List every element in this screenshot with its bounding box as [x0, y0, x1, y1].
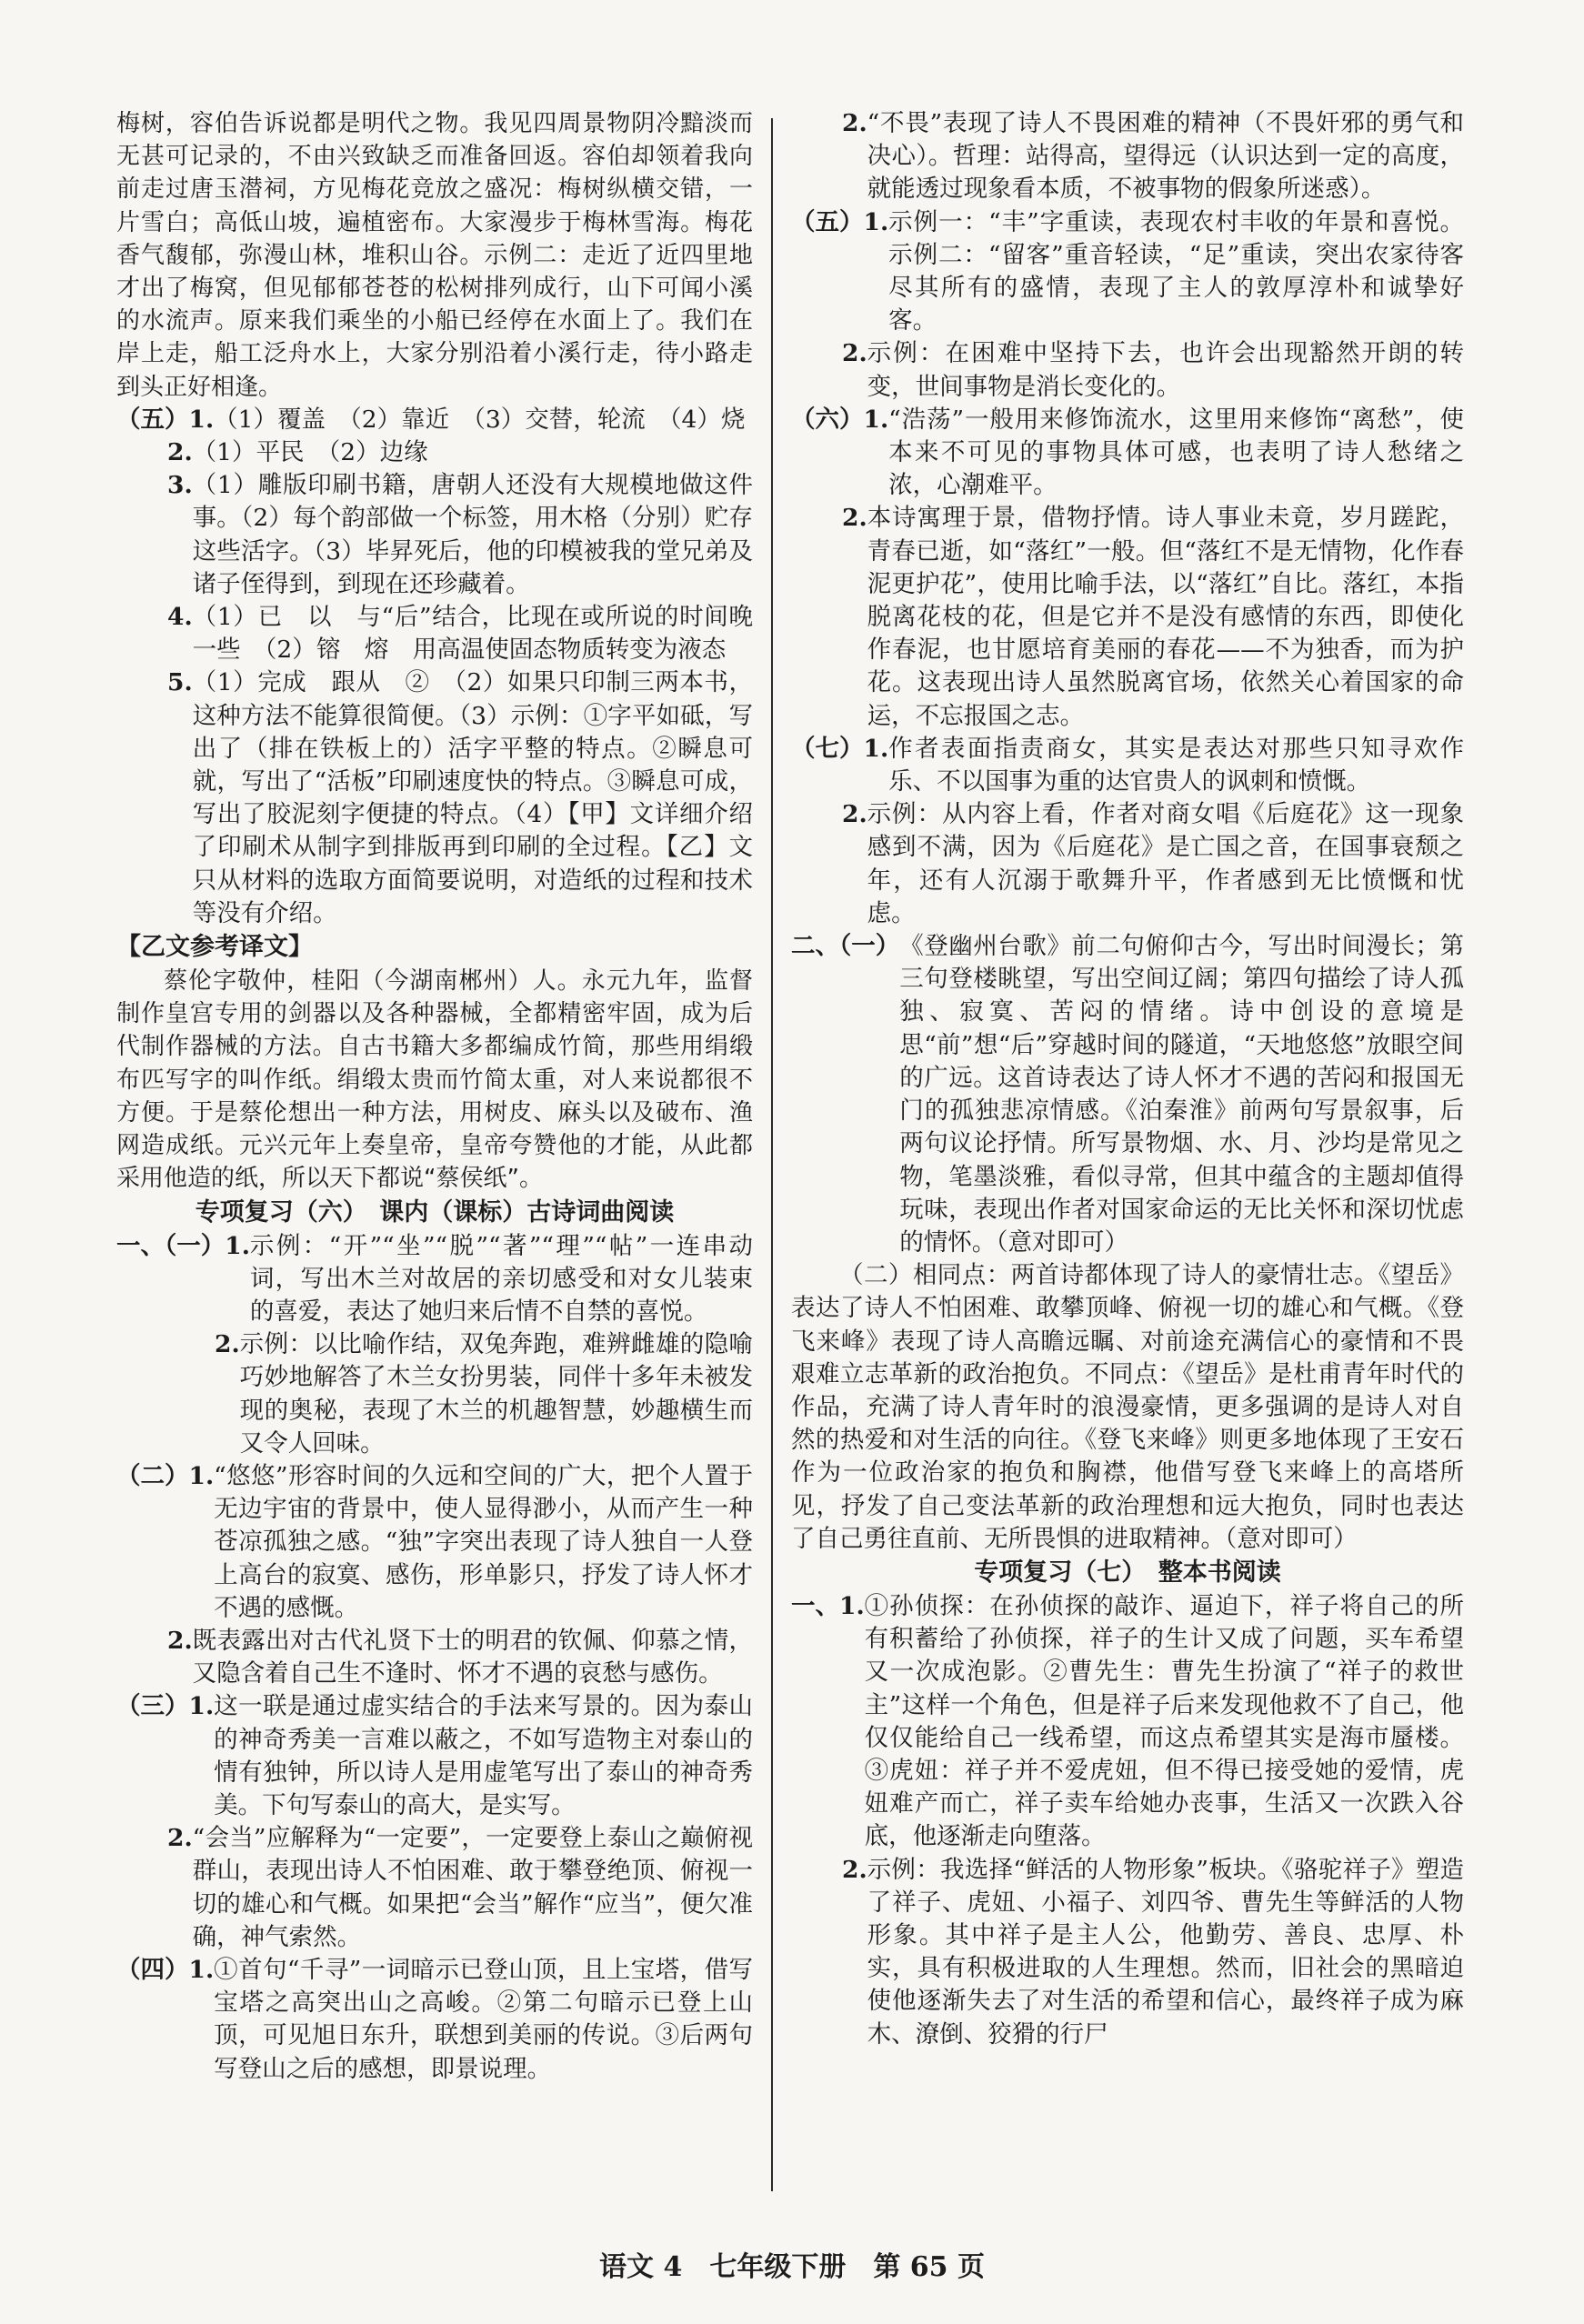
- answer-text: “会当”应解释为“一定要”，一定要登上泰山之巅俯视群山，表现出诗人不怕困难、敢于攀登绝顶、俯视一切的雄心和气概。如果把“会当”解作“应当”，便欠准确，神气索然。: [192, 1824, 753, 1951]
- answer-label: 一、（一）1.: [116, 1231, 250, 1260]
- section-7-title: 专项复习（七） 整本书阅读: [974, 1558, 1281, 1587]
- answer-3-2: 2. “会当”应解释为“一定要”，一定要登上泰山之巅俯视群山，表现出诗人不怕困难、敢于攀登绝顶、俯视一切的雄心和气概。如果把“会当”解作“应当”，便欠准确，神气索然。: [116, 1822, 753, 1954]
- column-divider: [771, 118, 773, 2191]
- answer-6-1: [791, 404, 1464, 503]
- translation-continued: 梅树，容伯告诉说都是明代之物。我见四周景物阴冷黯淡而无甚可记录的，不由兴致缺乏而准备回返。容伯却领着我向前走过唐玉潜祠，方见梅花竞放之盛况：梅树纵横交错，一片雪白；高低山坡，遍植密布。大家漫步于梅林雪海。梅花香气馥郁，弥漫山林，堆积山谷。示例二：走近了近四里地才出了梅窝，但见郁郁苍苍的松树排列成行，山下可闻小溪的水流声。原来我们乘坐的小船已经停在水面上了。我们在岸上走，船工泛舟水上，大家分别沿着小溪行走，待小路走到头正好相逢。: [116, 110, 753, 401]
- answer-1-1-1: [116, 1230, 753, 1329]
- answer-part2-2: （二）相同点：两首诗都体现了诗人的豪情壮志。《望岳》表达了诗人不怕困难、敢攀顶峰、俯视一切的雄心和气概。《登飞来峰》表现了诗人高瞻远瞩、对前途充满信心的豪情和不畏艰难立志革新的政治抱负。不同点：《望岳》是杜甫青年时代的作品，充满了诗人青年时的浪漫豪情，更多强调的是诗人对自然的热爱和对生活的向往。《登飞来峰》则更多地体现了王安石作为一位政治家的抱负和胸襟，他借写登飞来峰上的高塔所见，抒发了自己变法革新的政治理想和远大抱负，同时也表达了自己勇往直前、无所畏惧的进取精神。（意对即可）: [791, 1261, 1464, 1553]
- answer-text: 示例：在困难中坚持下去，也许会出现豁然开朗的转变，世间事物是消长变化的。: [867, 339, 1464, 401]
- answer-label: （五）1.: [116, 405, 215, 434]
- answer-text: （1）已 以 与“后”结合，比现在或所说的时间晚一些 （2）镕 熔 用高温使固态物质转变为液态: [192, 603, 753, 665]
- answer-text: “悠悠”形容时间的久远和空间的广大，把个人置于无边宇宙的背景中，使人显得渺小，从而产生一种苍凉孤独之感。“独”字突出表现了诗人独自一人登上高台的寂寞、感伤，形单影只，抒发了诗人怀才不遇的感慨。: [214, 1461, 753, 1622]
- answer-2-1: [116, 1460, 753, 1625]
- translation-heading: 【乙文参考译文】: [116, 933, 313, 962]
- answer-label: 一、1.: [791, 1591, 865, 1620]
- answer-text: （1）完成 跟从 ② （2）如果只印制三两本书，这种方法不能算很简便。（3）示例：①字平如砥，写出了（排在铁板上的）活字平整的特点。②瞬息可就，写出了“活板”印刷速度快的特点。③瞬息可成，写出了胶泥刻字便捷的特点。（4）【甲】文详细介绍了印刷术从制字到排版再到印刷的全过程。【乙】文只从材料的选取方面简要说明，对造纸的过程和技术等没有介绍。: [192, 668, 753, 927]
- answer-label: （二）1.: [116, 1461, 215, 1490]
- answer-label: （七）1.: [791, 734, 889, 763]
- answer-7-2: 2. 示例：从内容上看，作者对商女唱《后庭花》这一现象感到不满，因为《后庭花》是亡国之音，在国事衰颓之年，还有人沉溺于歌舞升平，作者感到无比愤慨和忧虑。: [791, 798, 1464, 930]
- answer-label: （六）1.: [791, 405, 889, 434]
- answer-text: 既表露出对古代礼贤下士的明君的钦佩、仰慕之情，又隐含着自己生不逢时、怀才不遇的哀愁与感伤。: [192, 1626, 753, 1688]
- answer-3-1: [116, 1690, 753, 1822]
- answer-5-2-poem: 2. 示例：在困难中坚持下去，也许会出现豁然开朗的转变，世间事物是消长变化的。: [791, 337, 1464, 403]
- answer-label: （三）1.: [116, 1692, 215, 1721]
- answer-text: “不畏”表现了诗人不畏困难的精神（不畏奸邪的勇气和决心）。哲理：站得高，望得远（认识达到一定的高度，就能透过现象看本质，不被事物的假象所迷惑）。: [867, 109, 1464, 204]
- answer-5-5: 5. （1）完成 跟从 ② （2）如果只印制三两本书，这种方法不能算很简便。（3）示例：①字平如砥，写出了（排在铁板上的）活字平整的特点。②瞬息可就，写出了“活板”印刷速度快的特点。③瞬息可成，写出了胶泥刻字便捷的特点。（4）【甲】文详细介绍了印刷术从制字到排版再到印刷的全过程。【乙】文只从材料的选取方面简要说明，对造纸的过程和技术等没有介绍。: [116, 666, 753, 930]
- answer-book-1: [791, 1590, 1464, 1854]
- translation-text: 蔡伦字敬仲，桂阳（今湖南郴州）人。永元九年，监督制作皇宫专用的剑器以及各种器械，全都精密牢固，成为后代制作器械的方法。自古书籍大多都编成竹简，那些用绢缎布匹写字的叫作纸。绢缎太贵而竹简太重，对人来说都很不方便。于是蔡伦想出一种方法，用树皮、麻头以及破布、渔网造成纸。元兴元年上奏皇帝，皇帝夸赞他的才能，从此都采用他造的纸，所以天下都说“蔡侯纸”。: [116, 967, 753, 1193]
- answer-5-1-poem: [791, 206, 1464, 338]
- right-column: [791, 107, 1464, 2199]
- answer-5-4: 4. （1）已 以 与“后”结合，比现在或所说的时间晚一些 （2）镕 熔 用高温使固态物质转变为液态: [116, 601, 753, 666]
- answer-6-2: 2. 本诗寓理于景，借物抒情。诗人事业未竟，岁月蹉跎，青春已逝，如“落红”一般。但“落红不是无情物，化作春泥更护花”，使用比喻手法，以“落红”自比。落红，本指脱离花枝的花，但是它并不是没有感情的东西，即使化作春泥，也甘愿培育美丽的春花——不为独香，而为护花。这表现出诗人虽然脱离官场，依然关心着国家的命运，不忘报国之志。: [791, 502, 1464, 732]
- answer-4-1: [116, 1954, 753, 2086]
- answer-5-2: 2. （1）平民 （2）边缘: [116, 436, 753, 469]
- answer-label: 二、（一）: [791, 932, 900, 961]
- answer-part2-1: [791, 930, 1464, 1259]
- answer-1-1-2: 2. 示例：以比喻作结，双兔奔跑，难辨雌雄的隐喻巧妙地解答了木兰女扮男装，同伴十多年未被发现的奥秘，表现了木兰的机趣智慧，妙趣横生而又令人回味。: [116, 1328, 753, 1460]
- answer-text: 作者表面指责商女，其实是表达对那些只知寻欢作乐、不以国事为重的达官贵人的讽刺和愤慨。: [888, 734, 1464, 796]
- answer-text: 《登幽州台歌》前二句俯仰古今，写出时间漫长；第三句登楼眺望，写出空间辽阔；第四句描绘了诗人孤独、寂寞、苦闷的情绪。诗中创设的意境是思“前”想“后”穿越时间的隧道，“天地悠悠”放眼空间的广远。这首诗表达了诗人怀才不遇的苦闷和报国无门的孤独悲凉情感。《泊秦淮》前两句写景叙事，后两句议论抒情。所写景物烟、水、月、沙均是常见之物，笔墨淡雅，看似寻常，但其中蕴含的主题却值得玩味，表现出作者对国家命运的无比关怀和深切忧虑的情怀。（意对即可）: [899, 932, 1464, 1257]
- answer-7-1: [791, 733, 1464, 798]
- section-6-title: 专项复习（六） 课内（课标）古诗词曲阅读: [195, 1197, 675, 1227]
- answer-label: （五）1.: [791, 207, 889, 236]
- answer-text: 示例：“开”“坐”“脱”“著”“理”“帖”一连串动词，写出木兰对故居的亲切感受和对女儿装束的喜爱，表达了她归来后情不自禁的喜悦。: [249, 1231, 753, 1326]
- answer-text: 示例：从内容上看，作者对商女唱《后庭花》这一现象感到不满，因为《后庭花》是亡国之音，在国事衰颓之年，还有人沉溺于歌舞升平，作者感到无比愤慨和忧虑。: [867, 800, 1464, 927]
- answer-label: （四）1.: [116, 1955, 215, 1984]
- answer-2-2: 2. 既表露出对古代礼贤下士的明君的钦佩、仰慕之情，又隐含着自己生不逢时、怀才不遇的哀愁与感伤。: [116, 1625, 753, 1690]
- answer-text: “浩荡”一般用来修饰流水，这里用来修饰“离愁”，使本来不可见的事物具体可感，也表明了诗人愁绪之浓，心潮难平。: [888, 405, 1464, 500]
- answer-text: 示例：我选择“鲜活的人物形象”板块。《骆驼祥子》塑造了祥子、虎妞、小福子、刘四爷、曹先生等鲜活的人物形象。其中祥子是主人公，他勤劳、善良、忠厚、朴实，具有积极进取的人生理想。然而，旧社会的黑暗迫使他逐渐失去了对生活的希望和信心，最终祥子成为麻木、潦倒、狡猾的行尸: [867, 1855, 1464, 2049]
- answer-text: 示例：以比喻作结，双兔奔跑，难辨雌雄的隐喻巧妙地解答了木兰女扮男装，同伴十多年未被发现的奥秘，表现了木兰的机趣智慧，妙趣横生而又令人回味。: [239, 1330, 753, 1458]
- answer-text: ①孙侦探：在孙侦探的敲诈、逼迫下，祥子将自己的所有积蓄给了孙侦探，祥子的生计又成了问题，买车希望又一次成泡影。②曹先生：曹先生扮演了“祥子的救世主”这样一个角色，但是祥子后来发现他救不了自己，他仅仅能给自己一线希望，而这点希望其实是海市蜃楼。③虎妞：祥子并不爱虎妞，但不得已接受她的爱情，虎妞难产而亡，祥子卖车给她办丧事，生活又一次跌入谷底，他逐渐走向堕落。: [864, 1591, 1464, 1851]
- answer-5-3: 3. （1）雕版印刷书籍，唐朝人还没有大规模地做这件事。（2）每个韵部做一个标签，用木格（分别）贮存这些活字。（3）毕昇死后，他的印模被我的堂兄弟及诸子侄得到，到现在还珍藏着。: [116, 469, 753, 601]
- answer-book-2: 2. 示例：我选择“鲜活的人物形象”板块。《骆驼祥子》塑造了祥子、虎妞、小福子、刘四爷、曹先生等鲜活的人物形象。其中祥子是主人公，他勤劳、善良、忠厚、朴实，具有积极进取的人生理想。然而，旧社会的黑暗迫使他逐渐失去了对生活的希望和信心，最终祥子成为麻木、潦倒、狡猾的行尸: [791, 1854, 1464, 2051]
- answer-5-1: [116, 404, 753, 436]
- answer-text: 本诗寓理于景，借物抒情。诗人事业未竟，岁月蹉跎，青春已逝，如“落红”一般。但“落红不是无情物，化作春泥更护花”，使用比喻手法，以“落红”自比。落红，本指脱离花枝的花，但是它并不是没有感情的东西，即使化作春泥，也甘愿培育美丽的春花——不为独香，而为护花。这表现出诗人虽然脱离官场，依然关心着国家的命运，不忘报国之志。: [867, 504, 1464, 730]
- answer-text: （1）雕版印刷书籍，唐朝人还没有大规模地做这件事。（2）每个韵部做一个标签，用木格（分别）贮存这些活字。（3）毕昇死后，他的印模被我的堂兄弟及诸子侄得到，到现在还珍藏着。: [192, 471, 753, 598]
- answer-text: （1）覆盖 （2）靠近 （3）交替，轮流 （4）烧: [214, 405, 746, 434]
- answer-4-2: 2. “不畏”表现了诗人不畏困难的精神（不畏奸邪的勇气和决心）。哲理：站得高，望得远（认识达到一定的高度，就能透过现象看本质，不被事物的假象所迷惑）。: [791, 107, 1464, 206]
- page-footer: 语文 4 七年级下册 第 65 页: [599, 2251, 985, 2283]
- answer-text: 示例一：“丰”字重读，表现农村丰收的年景和喜悦。示例二：“留客”重音轻读，“足”重读，突出农家待客尽其所有的盛情，表现了主人的敦厚淳朴和诚挚好客。: [888, 207, 1464, 336]
- answer-text: ①首句“千寻”一词暗示已登山顶，且上宝塔，借写宝塔之高突出山之高峻。②第二句暗示已登上山顶，可见旭日东升，联想到美丽的传说。③后两句写登山之后的感想，即景说理。: [214, 1955, 753, 2083]
- answer-text: （1）平民 （2）边缘: [192, 438, 428, 467]
- left-column: [116, 107, 753, 2199]
- answer-text: 这一联是通过虚实结合的手法来写景的。因为泰山的神奇秀美一言难以蔽之，不如写造物主对泰山的情有独钟，所以诗人是用虚笔写出了泰山的神奇秀美。下句写泰山的高大，是实写。: [214, 1692, 753, 1819]
